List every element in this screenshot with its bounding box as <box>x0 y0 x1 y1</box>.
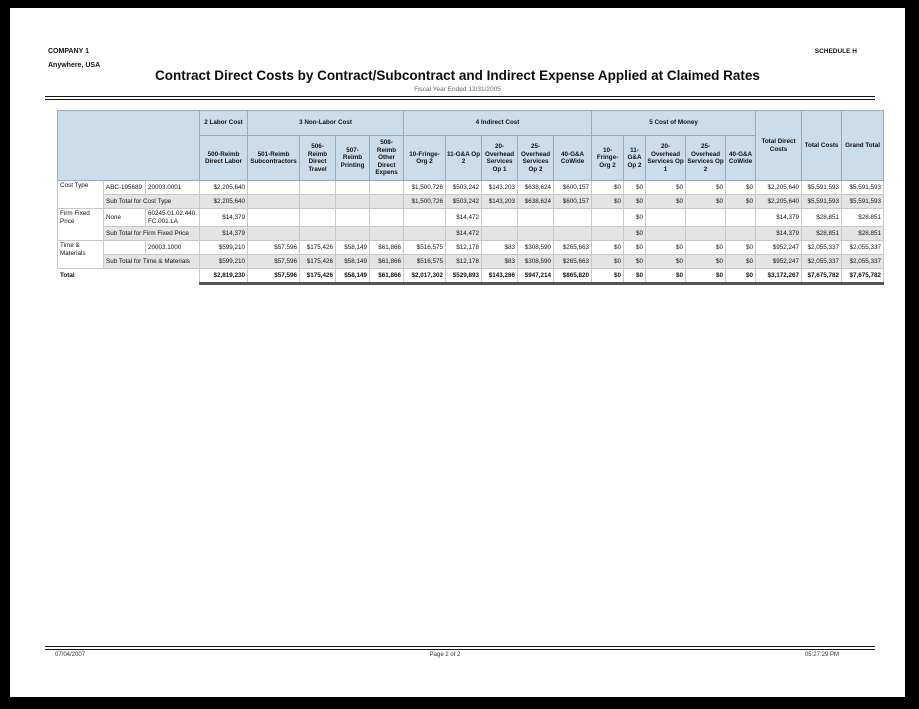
footer-rule <box>45 646 875 650</box>
value-cell: $0 <box>726 195 756 209</box>
value-cell <box>336 181 370 195</box>
table-row-data <box>58 209 884 227</box>
value-cell: $7,675,782 <box>802 269 842 284</box>
report-page <box>10 8 905 697</box>
value-cell: $7,675,782 <box>842 269 884 284</box>
value-cell: $0 <box>686 181 726 195</box>
column-header: 20- Overhead Services Op 1 <box>646 136 686 181</box>
value-cell: $83 <box>482 255 518 269</box>
value-cell <box>300 195 336 209</box>
value-cell: $5,591,593 <box>802 195 842 209</box>
total-column-header: Total Costs <box>802 111 842 181</box>
value-cell <box>482 209 518 227</box>
column-group-header: 3 Non-Labor Cost <box>248 111 404 136</box>
value-cell <box>336 209 370 227</box>
table-row-subtotal <box>58 227 884 241</box>
table-row-subtotal <box>58 255 884 269</box>
value-cell: $865,820 <box>554 269 592 284</box>
report-table-head <box>58 111 884 181</box>
column-header: 507- Reimb Printing <box>336 136 370 181</box>
value-cell: $5,591,593 <box>842 181 884 195</box>
value-cell <box>248 227 300 241</box>
header-rule <box>45 96 875 100</box>
column-group-header: 2 Labor Cost <box>200 111 248 136</box>
value-cell: $638,624 <box>518 181 554 195</box>
column-group-header: 5 Cost of Money <box>592 111 756 136</box>
value-cell: $599,210 <box>200 255 248 269</box>
column-header: 506- Reimb Direct Travel <box>300 136 336 181</box>
value-cell: $516,575 <box>404 255 446 269</box>
contract-cell: ABC-195689 <box>104 181 146 195</box>
value-cell <box>518 209 554 227</box>
value-cell: $0 <box>686 195 726 209</box>
value-cell: $28,851 <box>842 209 884 227</box>
task-cell: 60245.01.02.440. FC.001.LA <box>146 209 200 227</box>
value-cell: $1,500,726 <box>404 181 446 195</box>
value-cell <box>300 181 336 195</box>
value-cell: $14,379 <box>200 209 248 227</box>
value-cell: $2,055,337 <box>802 255 842 269</box>
task-cell: 20003.0001 <box>146 181 200 195</box>
value-cell: $0 <box>726 181 756 195</box>
value-cell: $2,205,640 <box>756 195 802 209</box>
total-label-cell: Total <box>58 269 200 284</box>
value-cell: $58,149 <box>336 241 370 255</box>
value-cell: $14,472 <box>446 227 482 241</box>
value-cell: $57,596 <box>248 255 300 269</box>
value-cell <box>592 227 624 241</box>
value-cell: $0 <box>624 227 646 241</box>
value-cell <box>482 227 518 241</box>
value-cell: $61,866 <box>370 255 404 269</box>
column-header: 10- Fringe- Org 2 <box>592 136 624 181</box>
value-cell <box>370 195 404 209</box>
value-cell: $175,426 <box>300 255 336 269</box>
column-header: 508- Reimb Other Direct Expens <box>370 136 404 181</box>
footer-page-number: Page 2 of 2 <box>429 652 461 658</box>
value-cell: $0 <box>646 181 686 195</box>
value-cell: $58,149 <box>336 255 370 269</box>
value-cell: $3,172,267 <box>756 269 802 284</box>
value-cell: $61,866 <box>370 269 404 284</box>
value-cell <box>554 209 592 227</box>
value-cell: $14,379 <box>756 227 802 241</box>
value-cell: $0 <box>624 209 646 227</box>
value-cell <box>370 181 404 195</box>
report-footer <box>45 652 875 658</box>
value-cell: $952,247 <box>756 241 802 255</box>
value-cell: $308,590 <box>518 255 554 269</box>
value-cell: $28,851 <box>802 209 842 227</box>
value-cell: $14,472 <box>446 209 482 227</box>
value-cell: $516,575 <box>404 241 446 255</box>
header-group-row <box>58 111 884 136</box>
column-header: 501-Reimb Subcontractors <box>248 136 300 181</box>
value-cell: $952,247 <box>756 255 802 269</box>
value-cell: $0 <box>726 269 756 284</box>
value-cell: $12,178 <box>446 241 482 255</box>
table-row-data <box>58 181 884 195</box>
table-row-data <box>58 241 884 255</box>
value-cell: $0 <box>686 255 726 269</box>
value-cell: $0 <box>686 269 726 284</box>
value-cell: $0 <box>592 195 624 209</box>
value-cell: $0 <box>726 241 756 255</box>
value-cell <box>404 209 446 227</box>
row-type-cell: Cost Type <box>58 181 104 209</box>
report-table-body <box>58 181 884 284</box>
row-type-cell: Time & Materials <box>58 241 104 269</box>
value-cell <box>646 209 686 227</box>
column-header: 500-Reimb Direct Labor <box>200 136 248 181</box>
column-header: 40-G&A CoWide <box>726 136 756 181</box>
row-type-cell: Firm Fixed Price <box>58 209 104 241</box>
value-cell: $503,242 <box>446 195 482 209</box>
column-header: 40-G&A CoWide <box>554 136 592 181</box>
value-cell <box>404 227 446 241</box>
value-cell: $2,055,337 <box>802 241 842 255</box>
column-header: 11- G&A Op 2 <box>624 136 646 181</box>
subtotal-label-cell: Sub Total for Cost Type <box>104 195 200 209</box>
value-cell <box>336 227 370 241</box>
value-cell <box>686 209 726 227</box>
total-column-header: Grand Total <box>842 111 884 181</box>
value-cell: $600,157 <box>554 181 592 195</box>
value-cell: $83 <box>482 241 518 255</box>
column-header: 11-G&A Op 2 <box>446 136 482 181</box>
value-cell: $1,500,726 <box>404 195 446 209</box>
value-cell: $599,210 <box>200 241 248 255</box>
value-cell: $265,663 <box>554 241 592 255</box>
value-cell <box>370 209 404 227</box>
report-table <box>57 110 884 285</box>
value-cell <box>248 209 300 227</box>
value-cell: $28,851 <box>802 227 842 241</box>
column-header: 20- Overhead Services Op 1 <box>482 136 518 181</box>
company-name: COMPANY 1 <box>48 48 89 55</box>
value-cell: $308,590 <box>518 241 554 255</box>
value-cell: $0 <box>726 255 756 269</box>
column-group-header: 4 Indirect Cost <box>404 111 592 136</box>
value-cell <box>518 227 554 241</box>
value-cell: $2,819,230 <box>200 269 248 284</box>
task-cell: 20003.1000 <box>146 241 200 255</box>
table-row-total <box>58 269 884 284</box>
value-cell <box>726 227 756 241</box>
column-header: 10-Fringe- Org 2 <box>404 136 446 181</box>
value-cell: $12,178 <box>446 255 482 269</box>
value-cell: $600,157 <box>554 195 592 209</box>
report-subtitle: Fiscal Year Ended 12/31/2005 <box>414 86 501 93</box>
value-cell <box>370 227 404 241</box>
value-cell <box>336 195 370 209</box>
report-title: Contract Direct Costs by Contract/Subcontract and Indirect Expense Applied at Claimed Rates <box>155 68 760 83</box>
value-cell <box>554 227 592 241</box>
contract-cell: None <box>104 209 146 227</box>
value-cell: $529,893 <box>446 269 482 284</box>
value-cell <box>248 181 300 195</box>
value-cell: $2,017,302 <box>404 269 446 284</box>
value-cell <box>686 227 726 241</box>
value-cell: $0 <box>646 269 686 284</box>
value-cell: $0 <box>646 195 686 209</box>
value-cell: $143,203 <box>482 181 518 195</box>
value-cell: $947,214 <box>518 269 554 284</box>
subtotal-label-cell: Sub Total for Firm Fixed Price <box>104 227 200 241</box>
value-cell: $0 <box>592 269 624 284</box>
value-cell: $58,149 <box>336 269 370 284</box>
value-cell: $14,379 <box>756 209 802 227</box>
value-cell: $0 <box>624 181 646 195</box>
value-cell: $0 <box>646 255 686 269</box>
value-cell: $14,379 <box>200 227 248 241</box>
value-cell: $143,203 <box>482 195 518 209</box>
value-cell: $5,591,593 <box>802 181 842 195</box>
value-cell: $0 <box>646 241 686 255</box>
subtotal-label-cell: Sub Total for Time & Materials <box>104 255 200 269</box>
value-cell: $0 <box>592 255 624 269</box>
value-cell: $57,596 <box>248 241 300 255</box>
value-cell: $61,866 <box>370 241 404 255</box>
value-cell: $0 <box>624 255 646 269</box>
total-column-header: Total Direct Costs <box>756 111 802 181</box>
value-cell: $0 <box>624 241 646 255</box>
value-cell <box>300 209 336 227</box>
value-cell: $57,596 <box>248 269 300 284</box>
value-cell: $638,624 <box>518 195 554 209</box>
value-cell <box>646 227 686 241</box>
value-cell: $2,205,640 <box>200 195 248 209</box>
value-cell: $175,426 <box>300 269 336 284</box>
value-cell <box>248 195 300 209</box>
value-cell: $28,851 <box>842 227 884 241</box>
column-header: 25- Overhead Services Op 2 <box>686 136 726 181</box>
contract-cell <box>104 241 146 255</box>
table-corner <box>58 111 200 181</box>
value-cell: $2,205,640 <box>756 181 802 195</box>
schedule-label: SCHEDULE H <box>814 48 857 55</box>
value-cell <box>300 227 336 241</box>
value-cell: $0 <box>624 269 646 284</box>
table-row-subtotal <box>58 195 884 209</box>
value-cell: $2,055,337 <box>842 241 884 255</box>
value-cell: $0 <box>686 241 726 255</box>
footer-date: 07/04/2007 <box>55 652 86 658</box>
column-header: 25- Overhead Services Op 2 <box>518 136 554 181</box>
value-cell: $0 <box>592 181 624 195</box>
footer-time: 05:27:29 PM <box>804 652 839 658</box>
value-cell: $503,242 <box>446 181 482 195</box>
value-cell: $2,205,640 <box>200 181 248 195</box>
value-cell: $5,591,593 <box>842 195 884 209</box>
value-cell <box>726 209 756 227</box>
value-cell: $0 <box>592 241 624 255</box>
value-cell: $143,286 <box>482 269 518 284</box>
value-cell <box>592 209 624 227</box>
company-block <box>48 48 100 69</box>
value-cell: $2,055,337 <box>842 255 884 269</box>
value-cell: $265,663 <box>554 255 592 269</box>
company-address: Anywhere, USA <box>48 62 101 69</box>
value-cell: $175,426 <box>300 241 336 255</box>
value-cell: $0 <box>624 195 646 209</box>
